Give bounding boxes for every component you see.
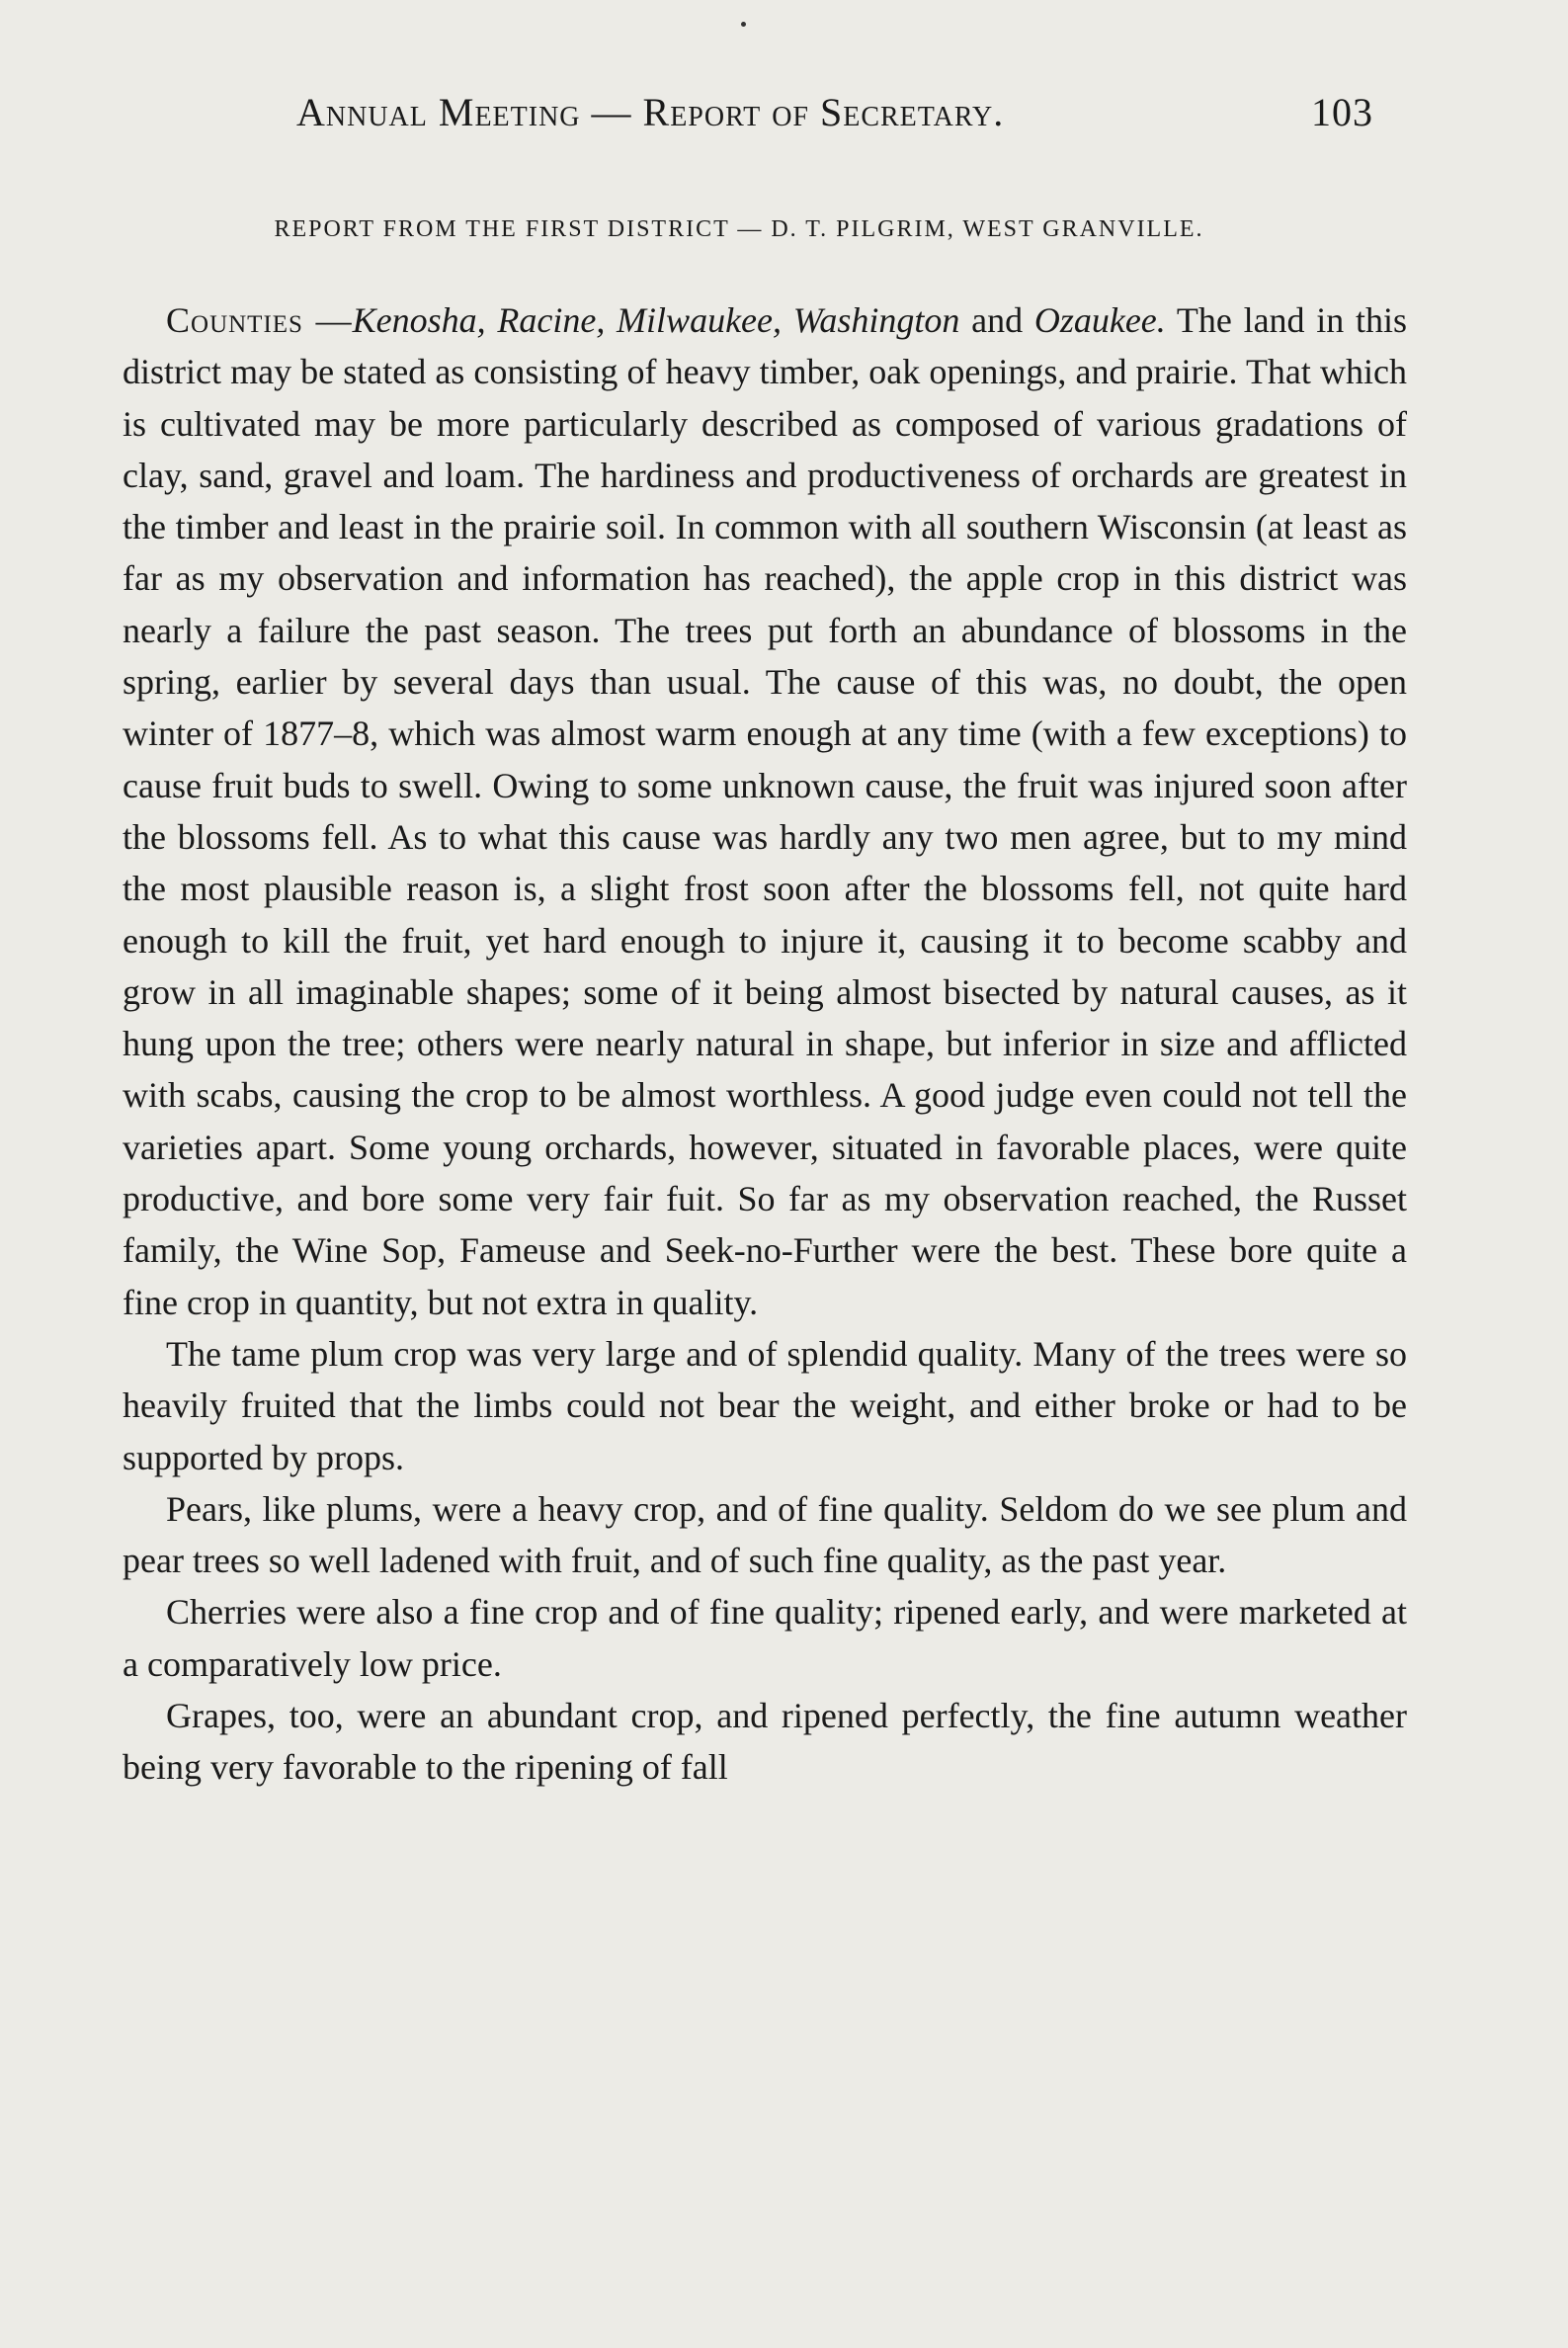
paragraph-plums: The tame plum crop was very large and of splendid quality. Many of the trees were so heavily fruited that the limbs could not bear the weight, and either broke or had to be supported by props.	[123, 1333, 1407, 1477]
page-number: 103	[1311, 90, 1373, 134]
county-last: Ozaukee.	[1033, 300, 1166, 340]
paragraph-pears: Pears, like plums, were a heavy crop, and of fine quality. Seldom do we see plum and pear trees so well ladened with fruit, and of such fine quality, as the past year.	[123, 1488, 1407, 1581]
print-speck	[741, 22, 746, 27]
paragraph-text: The land in this district may be stated as consisting of heavy timber, oak openings, and prairie. That which is cultivated may be more particularly described as composed of various gradations of clay, sand, gravel and loam. The hardiness and productiveness of orchards are greatest in the timber and least in the prairie soil. In common with all southern Wisconsin (at least as far as my observation and information has reached), the apple crop in this district was nearly a failure the past season. The trees put forth an abundance of blossoms in the spring, earlier by several days than usual. The cause of this was, no doubt, the open winter of 1877–8, which was almost warm enough at any time (with a few exceptions) to cause fruit buds to swell. Owing to some unknown cause, the fruit was injured soon after the blossoms fell. As to what this cause was hardly any two men agree, but to my mind the most plausible reason is, a slight frost soon after the blossoms fell, not quite hard enough to kill the fruit, yet hard enough to injure it, causing it to become scabby and grow in all imaginable shapes; some of it being almost bisected by natural causes, as it hung upon the tree; others were nearly natural in shape, but inferior in size and afflicted with scabs, causing the crop to be almost worthless. A good judge even could not tell the varieties apart. Some young orchards, however, situated in favorable places, were quite productive, and bore some very fair fuit. So far as my observation reached, the Russet family, the Wine Sop, Fameuse and Seek-no-Further were the best. These bore quite a fine crop in quantity, but not extra in quality.	[123, 300, 1407, 1322]
county-names: Kenosha, Racine, Milwaukee, Washington	[352, 300, 960, 340]
counties-label: Counties —	[166, 300, 353, 340]
paragraph-counties	[123, 294, 1407, 1328]
running-title: Annual Meeting — Report of Secretary.	[296, 90, 1005, 134]
paragraph-grapes: Grapes, too, were an abundant crop, and ripened perfectly, the fine autumn weather being very favorable to the ripening of fall	[123, 1696, 1407, 1788]
paragraph-cherries: Cherries were also a fine crop and of fine quality; ripened early, and were marketed at a comparatively low price.	[123, 1592, 1407, 1684]
running-header	[296, 89, 1373, 135]
body-text	[123, 294, 1407, 1794]
county-conjunction: and	[971, 300, 1024, 340]
section-heading: REPORT FROM THE FIRST DISTRICT — D. T. PILGRIM, WEST GRANVILLE.	[274, 216, 1204, 242]
